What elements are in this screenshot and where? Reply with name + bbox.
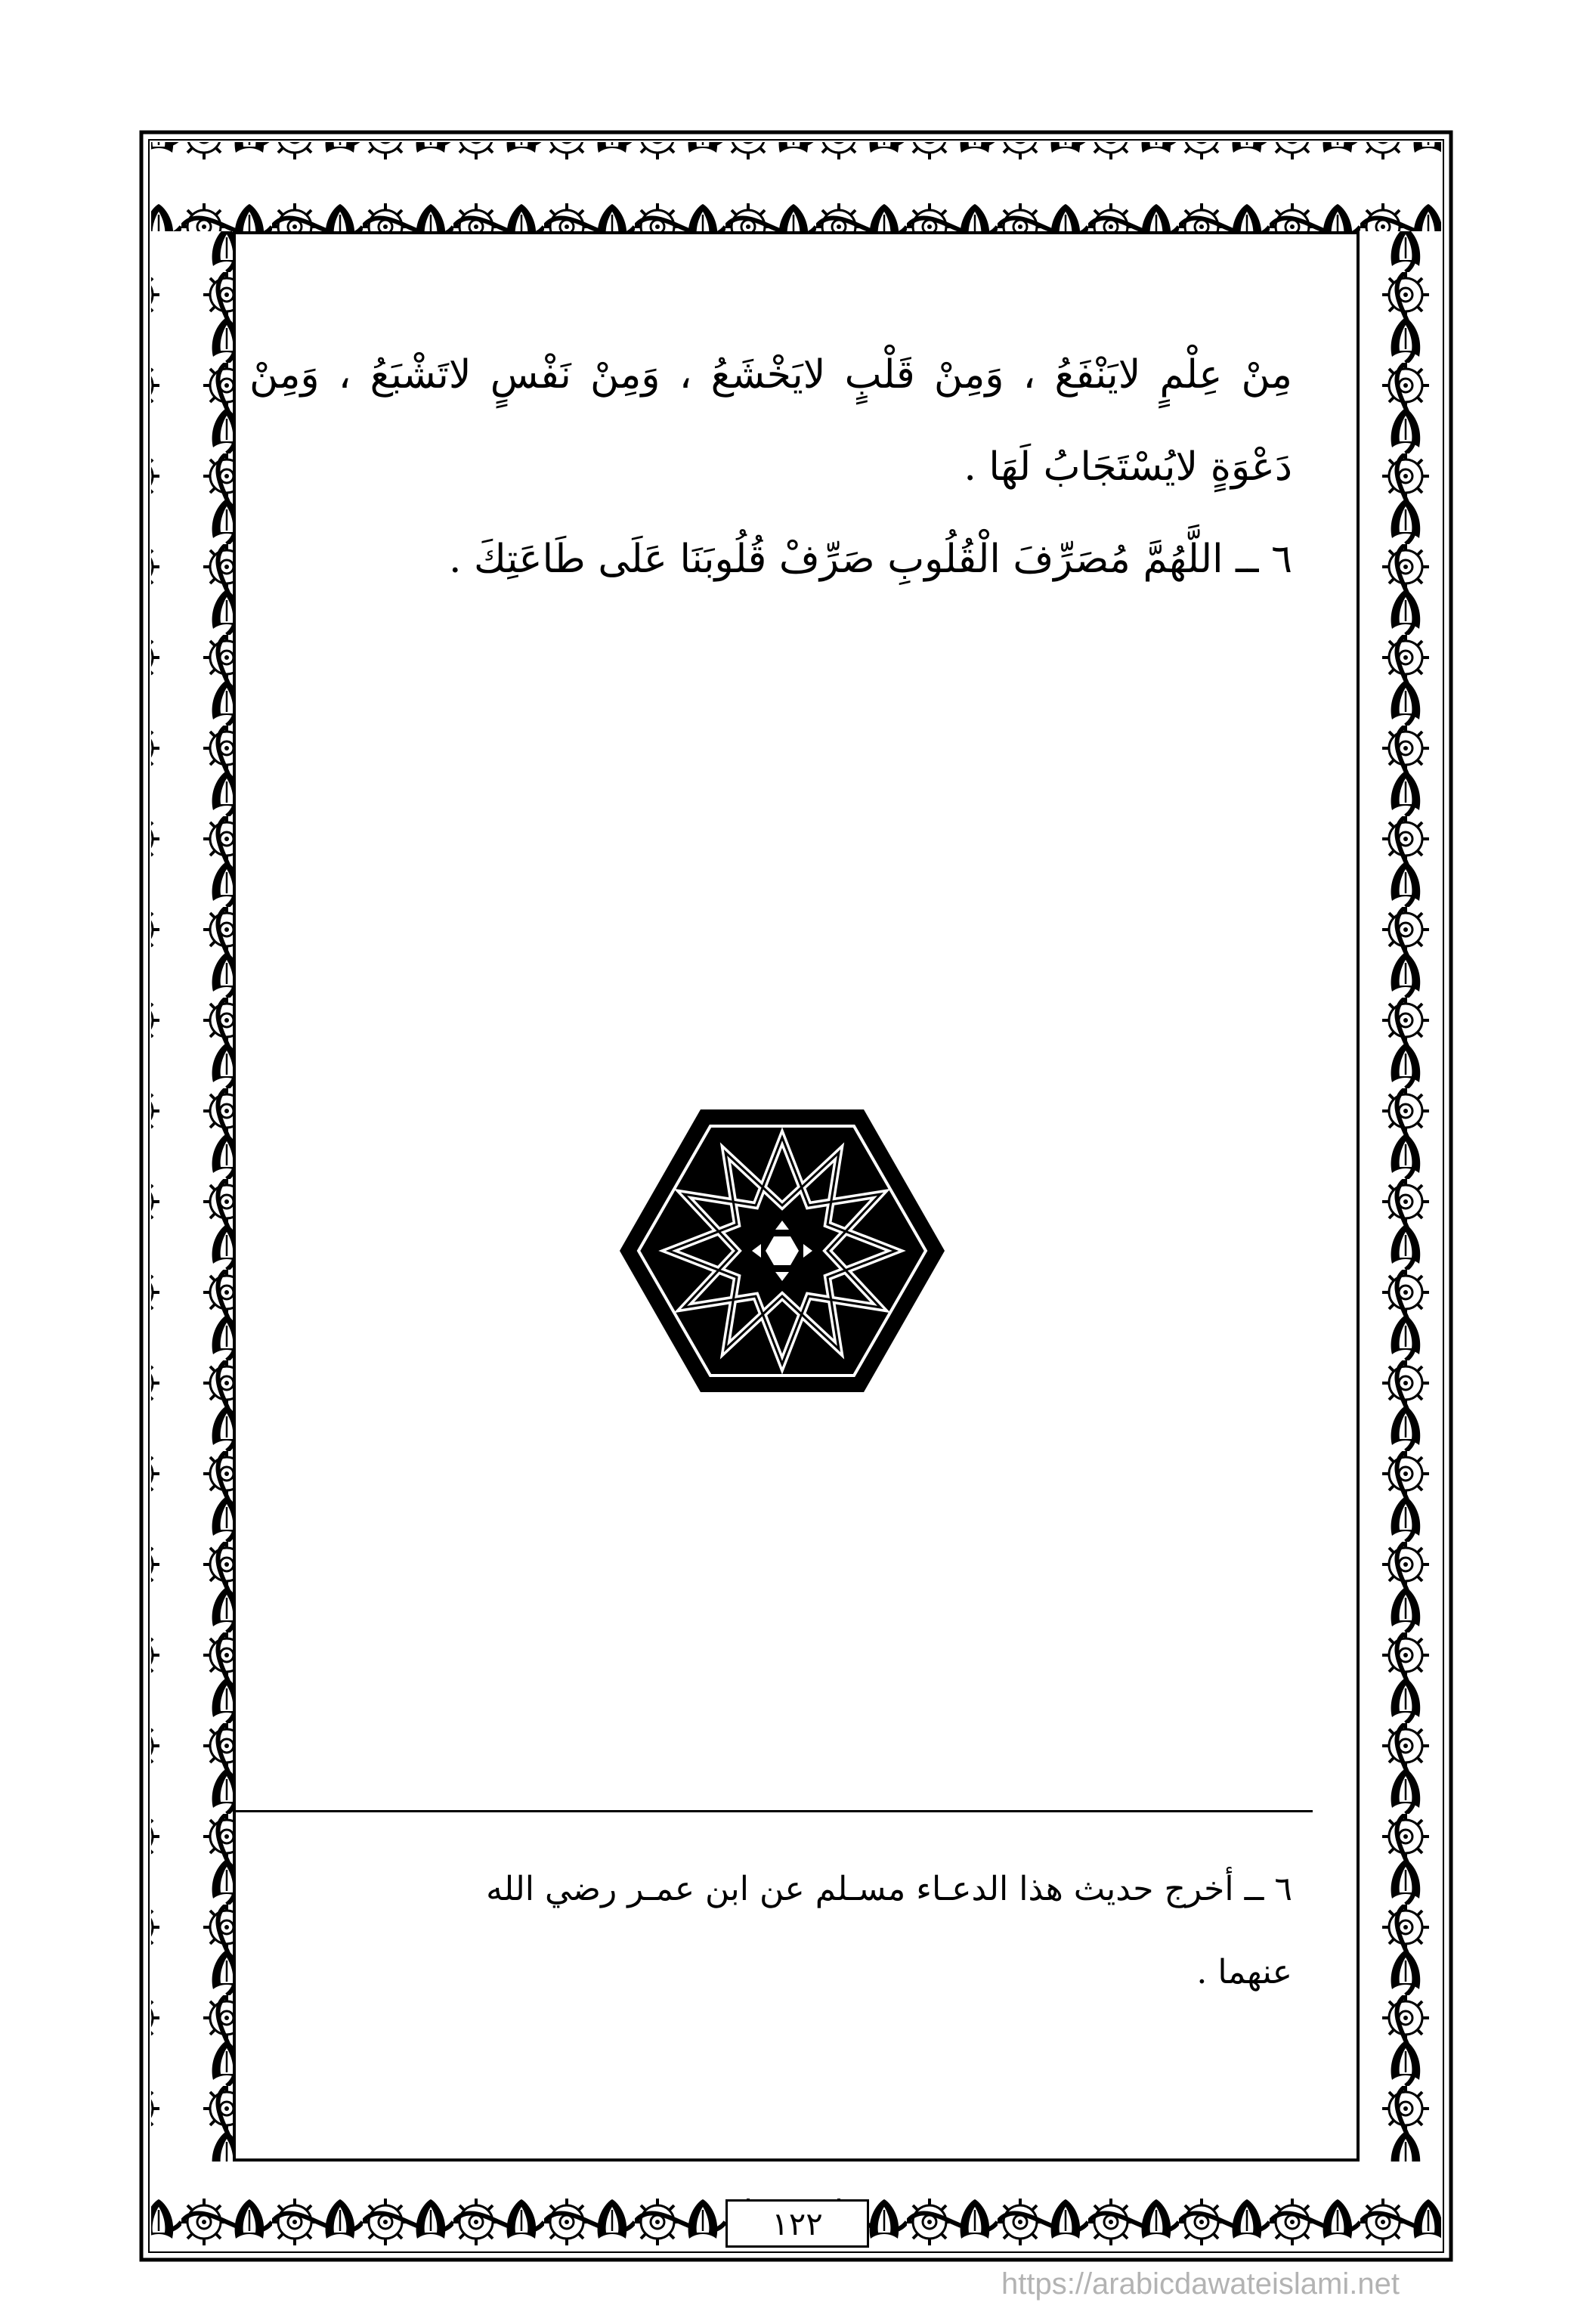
body-line-2: دَعْوَةٍ لايُسْتَجَابُ لَهَا . bbox=[964, 444, 1292, 490]
body-line-1: مِنْ عِلْمٍ لايَنْفَعُ ، وَمِنْ قَلْبٍ لايَخْشَعُ ، وَمِنْ نَفْسٍ لاتَشْبَعُ ، وَمِنْ bbox=[249, 352, 1292, 398]
main-text bbox=[249, 329, 1292, 605]
footnote bbox=[249, 1848, 1292, 2014]
watermark-url: https://arabicdawateislami.net bbox=[1001, 2267, 1400, 2301]
islamic-star-hexagon-medallion bbox=[616, 1103, 948, 1398]
footnote-line-1: ٦ ــ أخرج حديث هذا الدعـاء مسـلم عن ابن عمـر رضي الله bbox=[486, 1870, 1292, 1908]
page-number: ١٢٢ bbox=[725, 2199, 869, 2248]
footnote-divider bbox=[236, 1810, 1313, 1812]
body-line-3: ٦ ــ اللَّهُمَّ مُصَرِّفَ الْقُلُوبِ صَرِّفْ قُلُوبَنَا عَلَى طَاعَتِكَ . bbox=[448, 537, 1292, 582]
footnote-line-2: عنهما . bbox=[1196, 1953, 1292, 1991]
